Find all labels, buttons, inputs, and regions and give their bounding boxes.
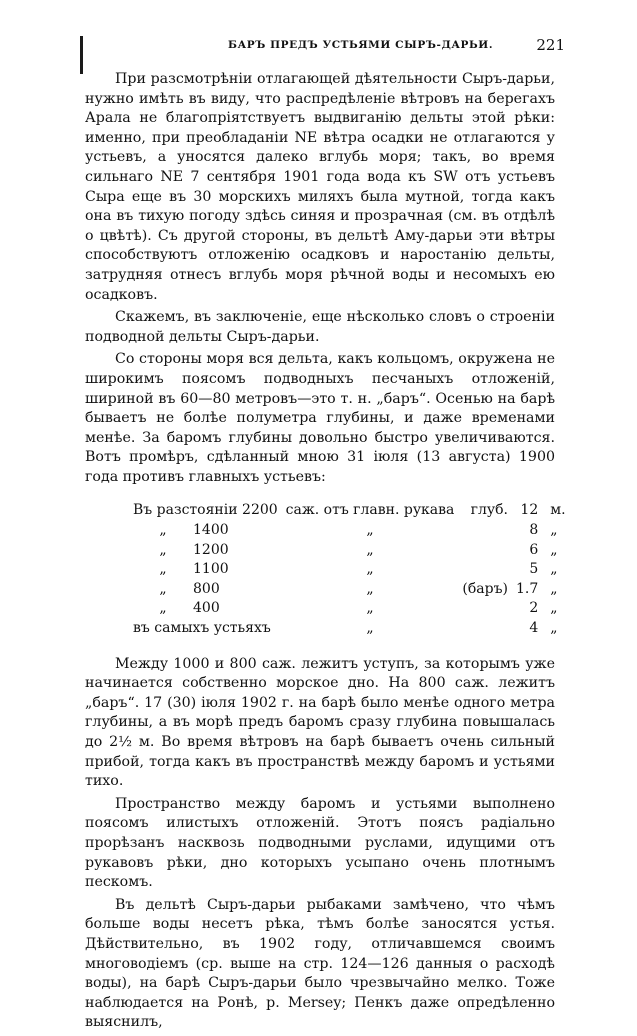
running-head: БАРЪ ПРЕДЪ УСТЬЯМИ СЫРЪ-ДАРЬИ. bbox=[228, 39, 494, 51]
ditto-mark: „ bbox=[550, 561, 558, 578]
sounding-row bbox=[85, 580, 570, 600]
ditto-mark: „ bbox=[550, 580, 558, 597]
sounding-note: (баръ) bbox=[462, 580, 508, 597]
sounding-depth: 8 bbox=[529, 522, 539, 539]
sounding-row bbox=[85, 541, 570, 561]
sounding-distance-value: 1200 bbox=[193, 541, 229, 558]
sounding-row bbox=[85, 599, 570, 619]
page-number: 221 bbox=[536, 36, 565, 54]
sounding-prefix: Въ разстояніи bbox=[133, 502, 238, 519]
paragraph-3: Со стороны моря вся дельта, какъ кольцомъ, окружена не широкимъ поясомъ подводныхъ песчаныхъ отложеній, шириной въ 60—80 метровъ—это т. н. „баръ“. Осенью на барѣ бываетъ не болѣе полуметра глубины, и даже временами менѣе. За баромъ глубины довольно быстро увеличиваются. Вотъ промѣръ, сдѣланный мною 31 іюля (13 августа) 1900 года противъ главныхъ устьевъ: bbox=[85, 351, 555, 485]
binding-edge-mark bbox=[80, 36, 83, 74]
sounding-note bbox=[458, 521, 512, 541]
sounding-row bbox=[85, 501, 570, 521]
sounding-distance-value: 800 bbox=[193, 580, 220, 597]
paragraph-6: Въ дельтѣ Сыръ-дарьи рыбаками замѣчено, что чѣмъ больше воды несетъ рѣка, тѣмъ болѣе заносятся устья. Дѣйствительно, въ 1902 году, отличавшемся своимъ многоводіемъ (ср. выше на стр. 124—126 данныя о расходѣ воды), на барѣ Сыръ-дарьи было чрезвычайно мелко. Тоже наблюдается на Ронѣ, р. Mersey; Пенкъ даже опредѣленно выяснилъ, bbox=[85, 896, 555, 1031]
paragraph-5: Пространство между баромъ и устьями выполнено поясомъ илистыхъ отложеній. Этотъ поясъ радіально прорѣзанъ насквозь подводными руслами, идущими отъ рукавовъ рѣки, дно которыхъ усыпано очень плотнымъ пескомъ. bbox=[85, 795, 555, 891]
sounding-distance-value: 1400 bbox=[193, 522, 229, 539]
ditto-mark: „ bbox=[550, 620, 558, 637]
sounding-note bbox=[458, 541, 512, 561]
sounding-depth: 6 bbox=[529, 541, 539, 558]
sounding-depth: 4 bbox=[529, 620, 539, 637]
sounding-unit: м. bbox=[550, 502, 566, 519]
sounding-note bbox=[458, 599, 512, 619]
ditto-mark: „ bbox=[159, 522, 167, 539]
paragraph-2: Скажемъ, въ заключеніе, еще нѣсколько словъ о строеніи подводной дельты Сыръ-дарьи. bbox=[85, 309, 555, 345]
sounding-distance-value: 400 bbox=[193, 600, 220, 617]
paragraph-4: Между 1000 и 800 саж. лежитъ уступъ, за которымъ уже начинается собственно морское дно. На 800 саж. лежитъ „баръ“. 17 (30) іюля 1902 г. на барѣ было менѣе одного метра глубины, а въ морѣ предъ баромъ сразу глубина повышалась до 2½ м. Во время вѣтровъ на барѣ бываетъ очень сильный прибой, тогда какъ въ пространствѣ между баромъ и устьями тихо. bbox=[85, 655, 555, 790]
sounding-distance-value: 2200 bbox=[242, 502, 278, 519]
ditto-mark: „ bbox=[366, 600, 374, 617]
sounding-depth: 1.7 bbox=[515, 580, 539, 597]
sounding-distance bbox=[85, 501, 282, 521]
sounding-note bbox=[458, 560, 512, 580]
sounding-table bbox=[85, 501, 570, 638]
ditto-mark: „ bbox=[159, 541, 167, 558]
ditto-mark: „ bbox=[366, 522, 374, 539]
sounding-label: въ самыхъ устьяхъ bbox=[133, 620, 271, 637]
sounding-row bbox=[85, 619, 570, 639]
ditto-mark: „ bbox=[159, 580, 167, 597]
page-header bbox=[88, 36, 565, 56]
sounding-depth: 12 bbox=[520, 502, 539, 519]
ditto-mark: „ bbox=[159, 561, 167, 578]
sounding-depth: 2 bbox=[529, 600, 539, 617]
ditto-mark: „ bbox=[366, 561, 374, 578]
ditto-mark: „ bbox=[550, 600, 558, 617]
sounding-row bbox=[85, 560, 570, 580]
ditto-mark: „ bbox=[366, 580, 374, 597]
ditto-mark: „ bbox=[550, 541, 558, 558]
ditto-mark: „ bbox=[550, 522, 558, 539]
ditto-mark: „ bbox=[366, 541, 374, 558]
sounding-distance-value: 1100 bbox=[193, 561, 229, 578]
paragraph-1: При разсмотрѣніи отлагающей дѣятельности Сыръ-дарьи, нужно имѣть въ виду, что распредѣленіе вѣтровъ на берегахъ Арала не благопріятствуетъ выдвиганію дельты этой рѣки: именно, при преобладаніи NE вѣтра осадки не отлагаются у устьевъ, а уносятся далеко вглубь моря; такъ, во время сильнаго NE 7 сентября 1901 года вода къ SW отъ устьевъ Сыра еще въ 30 морскихъ миляхъ была мутной, тогда какъ она въ тихую погоду здѣсь синяя и прозрачная (см. въ отдѣлѣ о цвѣтѣ). Съ другой стороны, въ дельтѣ Аму-дарьи эти вѣтры способствуютъ отложенію осадковъ и наростанію дельты, затрудняя отнесъ вглубь моря рѣчной воды и несомыхъ ею осадковъ. bbox=[85, 71, 555, 303]
ditto-mark: „ bbox=[159, 600, 167, 617]
sounding-mid: саж. отъ главн. рукава bbox=[285, 502, 455, 519]
sounding-depth: 5 bbox=[529, 561, 539, 578]
ditto-mark: „ bbox=[366, 620, 374, 637]
sounding-row bbox=[85, 521, 570, 541]
page-body bbox=[85, 70, 566, 1036]
sounding-depth-word: глуб. bbox=[470, 502, 508, 519]
